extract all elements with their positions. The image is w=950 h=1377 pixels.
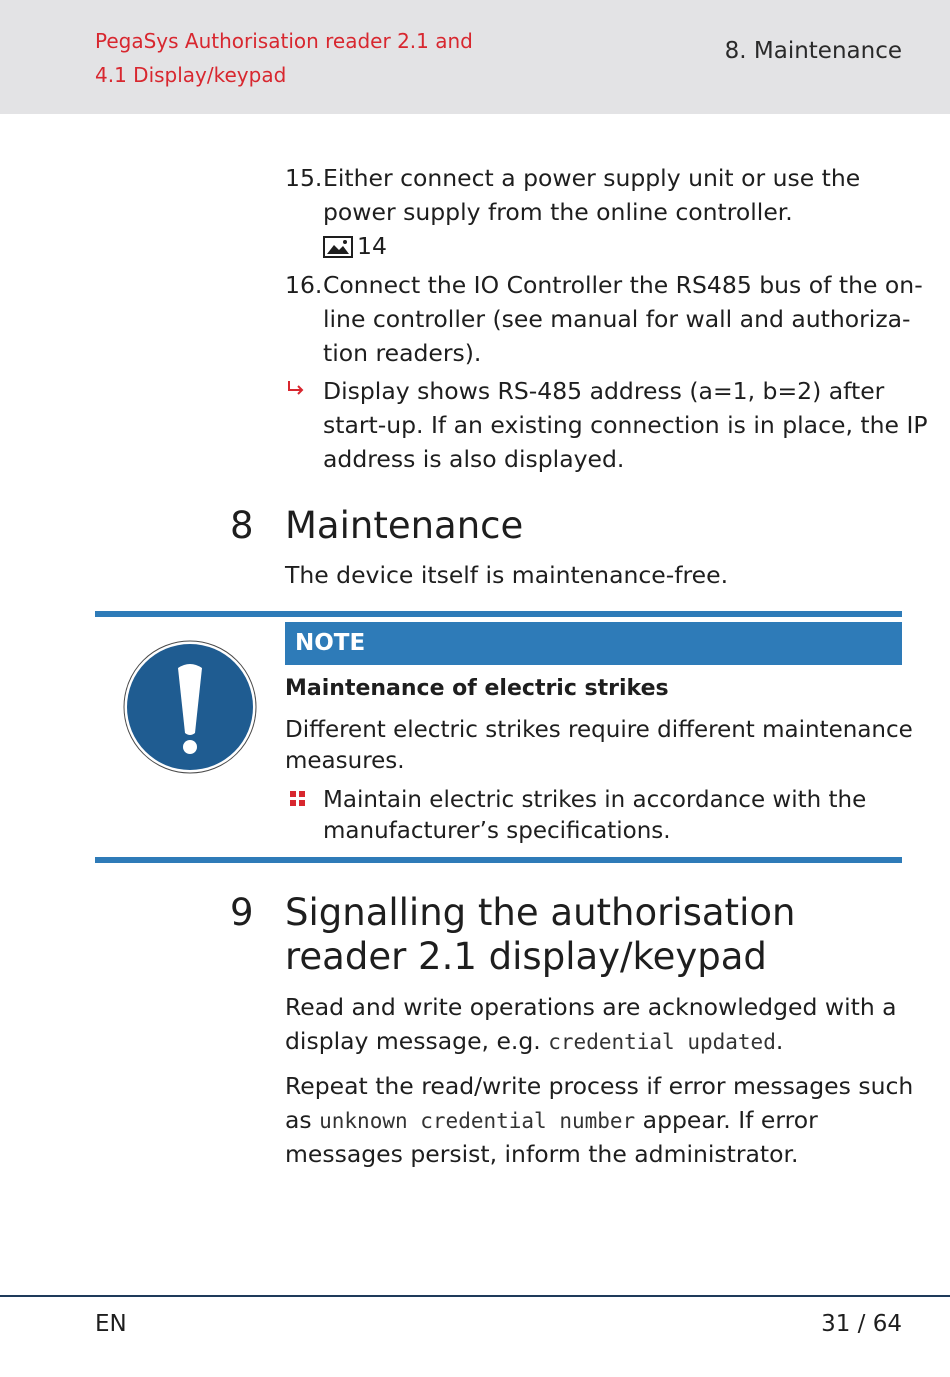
note-bottom-rule	[95, 857, 902, 863]
image-icon	[323, 236, 353, 258]
footer-rule	[0, 1295, 950, 1297]
step-16-line1: Connect the IO Controller the RS485 bus of the on-	[323, 271, 923, 299]
p2-suffix: appear. If error	[635, 1106, 818, 1134]
step-16-number: 16.	[285, 271, 323, 299]
note-bullet-line2: manufacturer’s specifications.	[323, 818, 671, 844]
note-text-line2: measures.	[285, 748, 405, 774]
p1-suffix: .	[775, 1027, 784, 1055]
figure-number: 14	[357, 232, 387, 260]
note-heading: Maintenance of electric strikes	[285, 676, 669, 701]
section-9-title-line2: reader 2.1 display/keypad	[285, 935, 767, 978]
result-line2: start-up. If an existing connection is in place, the IP	[323, 411, 928, 439]
step-15-number: 15.	[285, 164, 323, 192]
step-16-line2: line controller (see manual for wall and authoriza-	[323, 305, 911, 333]
p2-prefix: as	[285, 1106, 320, 1134]
result-line3: address is also displayed.	[323, 445, 625, 473]
section-8-text: The device itself is maintenance-free.	[285, 561, 729, 589]
note-top-rule	[95, 611, 902, 617]
section-9-p1-line1: Read and write operations are acknowledged with a	[285, 993, 897, 1021]
section-label: 8. Maintenance	[724, 38, 902, 64]
note-text-line1: Different electric strikes require different maintenance	[285, 717, 913, 743]
step-15-line2: power supply from the online controller.	[323, 198, 793, 226]
footer-language: EN	[95, 1311, 127, 1337]
result-line1: Display shows RS-485 address (a=1, b=2) after	[323, 377, 885, 405]
section-9-title-line1: Signalling the authorisation	[285, 891, 796, 934]
note-label: NOTE	[285, 622, 902, 665]
code-credential-updated: credential updated	[548, 1030, 776, 1054]
footer-page-number: 31 / 64	[821, 1311, 902, 1337]
p1-prefix: display message, e.g.	[285, 1027, 549, 1055]
document-title-line2: 4.1 Display/keypad	[95, 63, 287, 87]
exclamation-warning-icon	[123, 640, 257, 774]
section-8-number: 8	[230, 504, 254, 547]
section-8-title: Maintenance	[285, 504, 524, 547]
step-16-line3: tion readers).	[323, 339, 482, 367]
section-9-p1-line2	[285, 1024, 783, 1059]
code-unknown-credential-number: unknown credential number	[319, 1109, 636, 1133]
section-9-p2-line3: messages persist, inform the administrator.	[285, 1140, 799, 1168]
bullet-icon	[290, 791, 306, 807]
page-header	[0, 0, 950, 114]
result-arrow-icon	[287, 380, 305, 396]
section-9-p2-line2	[285, 1103, 818, 1138]
section-9-number: 9	[230, 891, 254, 934]
note-bullet-line1: Maintain electric strikes in accordance with the	[323, 787, 867, 813]
document-title	[95, 24, 515, 92]
figure-reference[interactable]	[323, 229, 387, 263]
section-9-p2-line1: Repeat the read/write process if error messages such	[285, 1072, 914, 1100]
step-15-line1: Either connect a power supply unit or use the	[323, 164, 861, 192]
document-title-line1: PegaSys Authorisation reader 2.1 and	[95, 29, 473, 53]
